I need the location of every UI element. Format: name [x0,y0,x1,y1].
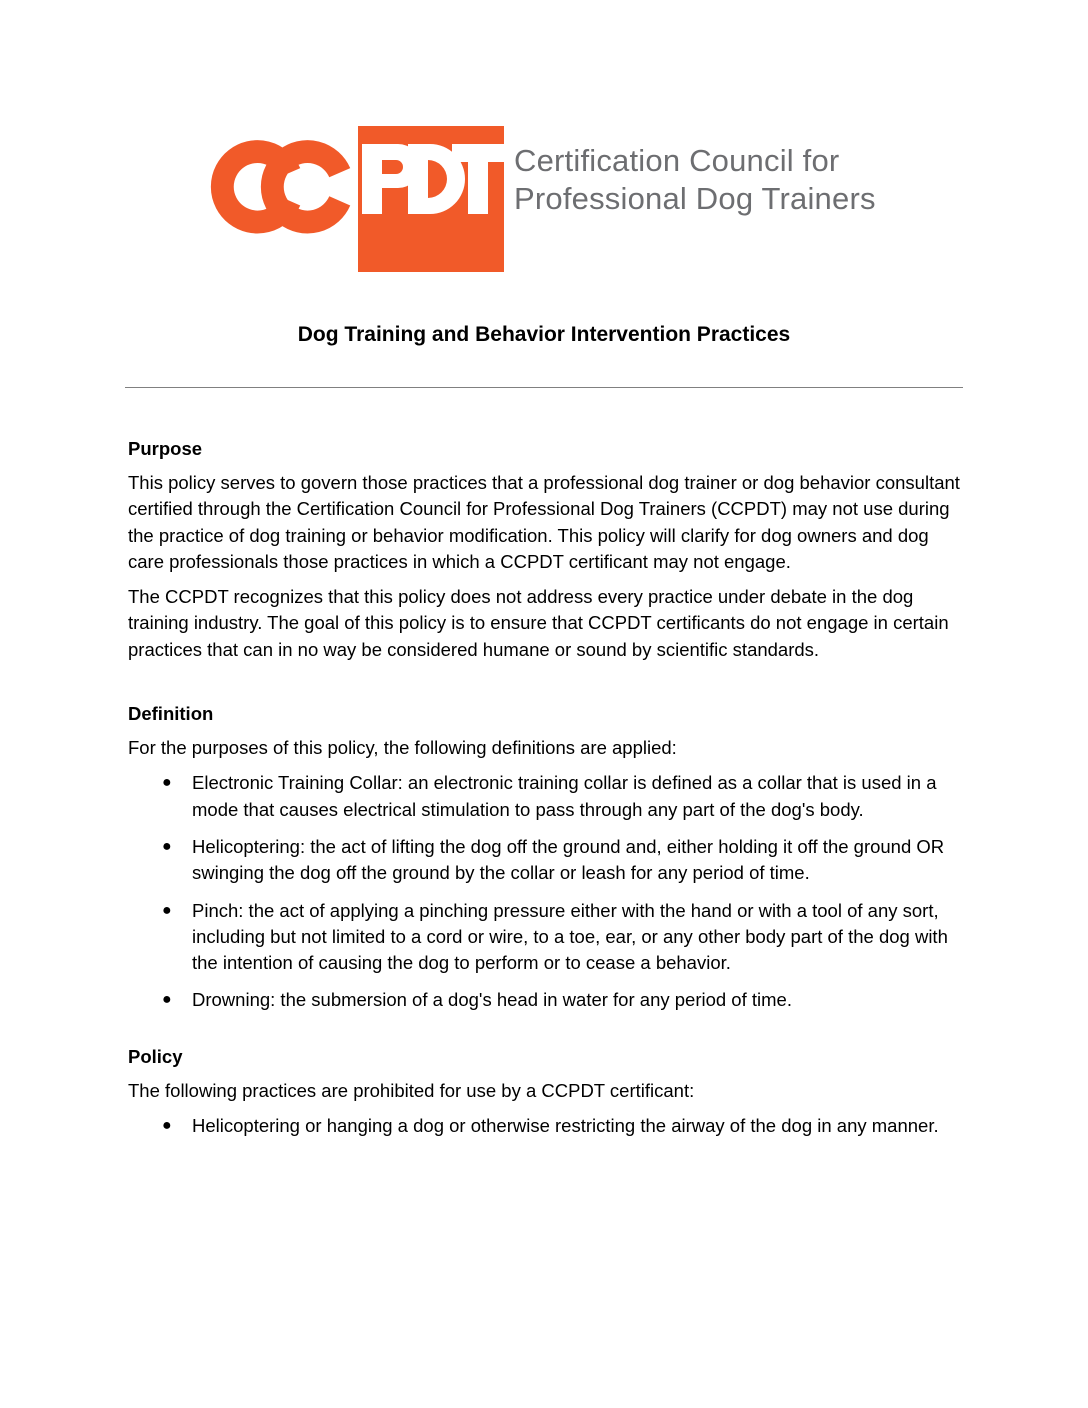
ccpdt-logo-mark [240,126,510,276]
definition-item-text: Drowning: the submersion of a dog's head in water for any period of time. [192,989,792,1011]
list-item [128,1113,963,1139]
section-heading-purpose: Purpose [128,438,203,459]
policy-item-text: Helicoptering or hanging a dog or otherwise restricting the airway of the dog in any manner. [192,1115,939,1137]
bullet-icon: ● [162,991,172,1009]
ccpdt-logo [240,126,876,276]
logo-tagline-line1: Certification Council for [514,143,840,178]
definition-item-text: Helicoptering: the act of lifting the dog off the ground and, either holding it off the ground OR swinging the dog off the ground by the collar or leash for any period of time. [192,835,945,884]
definition-intro: For the purposes of this policy, the following definitions are applied: [128,737,677,759]
bullet-icon: ● [162,901,172,919]
definition-item-text: Electronic Training Collar: an electronic training collar is defined as a collar that is used in a mode that causes electrical stimulation to pass through any part of the dog's body. [192,772,937,820]
bullet-icon: ● [162,1117,172,1135]
purpose-paragraph-1: This policy serves to govern those practices that a professional dog trainer or dog behavior consultant certified through the Certification Council for Professional Dog Trainers (CCPDT) may not use during the practice of dog training or behavior modification. This policy will clarify for dog owners and dog care professionals those practices in which a CCPDT certificant may not engage. [128,472,960,572]
bullet-icon: ● [162,774,172,792]
section-policy [128,1044,963,1140]
logo-tagline [514,142,876,218]
definition-list [128,770,963,1013]
section-heading-definition: Definition [128,703,214,725]
list-item [128,834,963,887]
logo-tagline-line2: Professional Dog Trainers [514,181,876,216]
list-item [128,898,963,977]
document-title: Dog Training and Behavior Intervention Practices [297,323,791,346]
section-definition [128,701,963,1014]
document-body [128,436,963,1177]
policy-list [128,1113,963,1139]
title-divider [125,387,963,388]
list-item [128,987,963,1013]
section-heading-policy: Policy [128,1045,183,1067]
purpose-paragraph-2: The CCPDT recognizes that this policy does not address every practice under debate in the dog training industry. The goal of this policy is to ensure that CCPDT certificants do not engage in certain practices that can in no way be considered humane or sound by scientific standards. [128,586,949,660]
definition-item-text: Pinch: the act of applying a pinching pressure either with the hand or with a tool of any sort, including but not limited to a cord or wire, to a toe, ear, or any other body part of the dog with the intention of causing the dog to perform or to cease a behavior. [192,899,948,974]
section-purpose [128,436,963,663]
bullet-icon: ● [162,837,172,855]
policy-intro: The following practices are prohibited for use by a CCPDT certificant: [128,1079,695,1101]
list-item [128,770,963,823]
